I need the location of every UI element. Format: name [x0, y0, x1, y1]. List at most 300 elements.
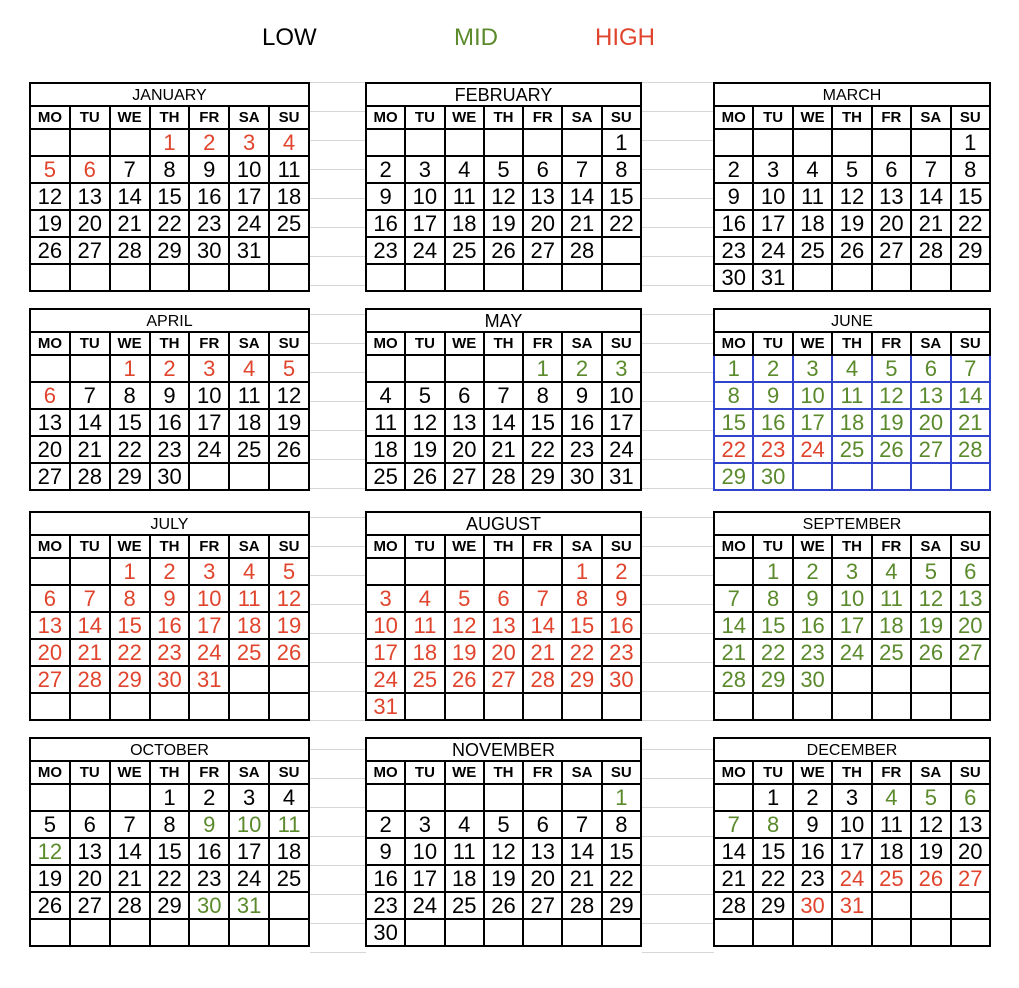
day-cell[interactable]: 27 [951, 865, 990, 892]
day-cell[interactable]: 10 [753, 183, 792, 210]
day-cell[interactable]: 27 [872, 237, 911, 264]
day-cell[interactable]: 7 [110, 811, 150, 838]
day-cell[interactable]: 16 [714, 210, 753, 237]
day-cell[interactable]: 30 [150, 463, 190, 490]
day-cell[interactable]: 26 [911, 639, 950, 666]
day-cell[interactable]: 26 [269, 436, 309, 463]
day-cell[interactable]: 29 [602, 892, 641, 919]
day-cell[interactable]: 26 [30, 237, 70, 264]
day-cell[interactable]: 21 [523, 639, 562, 666]
day-cell[interactable]: 6 [70, 811, 110, 838]
day-cell[interactable]: 25 [366, 463, 405, 490]
day-cell[interactable]: 14 [70, 409, 110, 436]
day-cell[interactable]: 27 [30, 463, 70, 490]
day-cell[interactable]: 7 [70, 585, 110, 612]
day-cell[interactable]: 4 [229, 355, 269, 382]
day-cell[interactable]: 23 [714, 237, 753, 264]
day-cell[interactable]: 1 [753, 784, 792, 811]
day-cell[interactable]: 30 [793, 666, 832, 693]
day-cell[interactable]: 1 [602, 784, 641, 811]
day-cell[interactable]: 19 [405, 436, 444, 463]
day-cell[interactable]: 17 [229, 183, 269, 210]
day-cell[interactable]: 2 [793, 784, 832, 811]
day-cell[interactable]: 1 [150, 784, 190, 811]
day-cell[interactable]: 4 [269, 784, 309, 811]
day-cell[interactable]: 25 [269, 865, 309, 892]
day-cell[interactable]: 14 [70, 612, 110, 639]
day-cell[interactable]: 7 [484, 382, 523, 409]
day-cell[interactable]: 5 [484, 811, 523, 838]
day-cell[interactable]: 16 [793, 612, 832, 639]
day-cell[interactable]: 18 [872, 838, 911, 865]
day-cell[interactable]: 6 [872, 156, 911, 183]
day-cell[interactable]: 24 [189, 639, 229, 666]
day-cell[interactable]: 30 [602, 666, 641, 693]
day-cell[interactable]: 14 [110, 183, 150, 210]
day-cell[interactable]: 6 [445, 382, 484, 409]
day-cell[interactable]: 12 [484, 838, 523, 865]
day-cell[interactable]: 13 [911, 382, 950, 409]
day-cell[interactable]: 24 [753, 237, 792, 264]
day-cell[interactable]: 11 [229, 585, 269, 612]
day-cell[interactable]: 18 [445, 865, 484, 892]
day-cell[interactable]: 20 [445, 436, 484, 463]
day-cell[interactable]: 20 [30, 639, 70, 666]
day-cell[interactable]: 4 [793, 156, 832, 183]
day-cell[interactable]: 12 [269, 382, 309, 409]
day-cell[interactable]: 12 [911, 811, 950, 838]
day-cell[interactable]: 19 [269, 409, 309, 436]
day-cell[interactable]: 19 [872, 409, 911, 436]
day-cell[interactable]: 11 [445, 838, 484, 865]
day-cell[interactable]: 5 [832, 156, 871, 183]
day-cell[interactable]: 3 [832, 784, 871, 811]
day-cell[interactable]: 1 [602, 129, 641, 156]
day-cell[interactable]: 4 [832, 355, 871, 382]
day-cell[interactable]: 14 [484, 409, 523, 436]
day-cell[interactable]: 24 [229, 210, 269, 237]
day-cell[interactable]: 10 [793, 382, 832, 409]
day-cell[interactable]: 13 [70, 838, 110, 865]
day-cell[interactable]: 24 [832, 865, 871, 892]
day-cell[interactable]: 10 [189, 382, 229, 409]
day-cell[interactable]: 26 [445, 666, 484, 693]
day-cell[interactable]: 17 [189, 612, 229, 639]
day-cell[interactable]: 28 [70, 463, 110, 490]
day-cell[interactable]: 8 [110, 585, 150, 612]
day-cell[interactable]: 14 [714, 612, 753, 639]
day-cell[interactable]: 16 [189, 183, 229, 210]
day-cell[interactable]: 18 [405, 639, 444, 666]
day-cell[interactable]: 28 [484, 463, 523, 490]
day-cell[interactable]: 18 [269, 183, 309, 210]
day-cell[interactable]: 29 [951, 237, 990, 264]
day-cell[interactable]: 5 [269, 558, 309, 585]
day-cell[interactable]: 14 [951, 382, 990, 409]
day-cell[interactable]: 11 [269, 156, 309, 183]
day-cell[interactable]: 25 [872, 865, 911, 892]
day-cell[interactable]: 30 [714, 264, 753, 291]
day-cell[interactable]: 12 [832, 183, 871, 210]
day-cell[interactable]: 25 [405, 666, 444, 693]
day-cell[interactable]: 11 [872, 811, 911, 838]
day-cell[interactable]: 18 [793, 210, 832, 237]
day-cell[interactable]: 19 [484, 865, 523, 892]
day-cell[interactable]: 7 [562, 156, 601, 183]
day-cell[interactable]: 2 [366, 156, 405, 183]
day-cell[interactable]: 3 [229, 129, 269, 156]
day-cell[interactable]: 28 [523, 666, 562, 693]
day-cell[interactable]: 26 [872, 436, 911, 463]
day-cell[interactable]: 30 [150, 666, 190, 693]
day-cell[interactable]: 16 [602, 612, 641, 639]
day-cell[interactable]: 9 [189, 156, 229, 183]
day-cell[interactable]: 2 [602, 558, 641, 585]
day-cell[interactable]: 13 [951, 585, 990, 612]
day-cell[interactable]: 29 [753, 666, 792, 693]
day-cell[interactable]: 28 [70, 666, 110, 693]
day-cell[interactable]: 16 [366, 865, 405, 892]
day-cell[interactable]: 14 [714, 838, 753, 865]
day-cell[interactable]: 9 [753, 382, 792, 409]
day-cell[interactable]: 11 [366, 409, 405, 436]
day-cell[interactable]: 2 [189, 129, 229, 156]
day-cell[interactable]: 23 [150, 639, 190, 666]
day-cell[interactable]: 1 [150, 129, 190, 156]
day-cell[interactable]: 19 [832, 210, 871, 237]
day-cell[interactable]: 17 [366, 639, 405, 666]
day-cell[interactable]: 13 [445, 409, 484, 436]
day-cell[interactable]: 27 [30, 666, 70, 693]
day-cell[interactable]: 15 [602, 838, 641, 865]
day-cell[interactable]: 14 [562, 838, 601, 865]
day-cell[interactable]: 10 [405, 183, 444, 210]
day-cell[interactable]: 15 [714, 409, 753, 436]
day-cell[interactable]: 1 [523, 355, 562, 382]
day-cell[interactable]: 24 [366, 666, 405, 693]
day-cell[interactable]: 5 [911, 558, 950, 585]
day-cell[interactable]: 15 [753, 838, 792, 865]
day-cell[interactable]: 3 [405, 811, 444, 838]
day-cell[interactable]: 28 [562, 892, 601, 919]
day-cell[interactable]: 23 [602, 639, 641, 666]
day-cell[interactable]: 7 [911, 156, 950, 183]
day-cell[interactable]: 5 [269, 355, 309, 382]
day-cell[interactable]: 14 [523, 612, 562, 639]
day-cell[interactable]: 8 [602, 156, 641, 183]
day-cell[interactable]: 17 [602, 409, 641, 436]
day-cell[interactable]: 21 [951, 409, 990, 436]
day-cell[interactable]: 25 [269, 210, 309, 237]
day-cell[interactable]: 6 [523, 156, 562, 183]
day-cell[interactable]: 6 [951, 558, 990, 585]
day-cell[interactable]: 29 [523, 463, 562, 490]
day-cell[interactable]: 3 [189, 355, 229, 382]
day-cell[interactable]: 24 [229, 865, 269, 892]
day-cell[interactable]: 23 [189, 865, 229, 892]
day-cell[interactable]: 29 [753, 892, 792, 919]
day-cell[interactable]: 11 [872, 585, 911, 612]
day-cell[interactable]: 18 [832, 409, 871, 436]
day-cell[interactable]: 23 [793, 865, 832, 892]
day-cell[interactable]: 23 [366, 237, 405, 264]
day-cell[interactable]: 12 [269, 585, 309, 612]
day-cell[interactable]: 22 [714, 436, 753, 463]
day-cell[interactable]: 22 [602, 865, 641, 892]
day-cell[interactable]: 20 [523, 865, 562, 892]
day-cell[interactable]: 4 [366, 382, 405, 409]
day-cell[interactable]: 15 [602, 183, 641, 210]
day-cell[interactable]: 8 [753, 585, 792, 612]
day-cell[interactable]: 28 [110, 892, 150, 919]
day-cell[interactable]: 8 [523, 382, 562, 409]
day-cell[interactable]: 17 [229, 838, 269, 865]
day-cell[interactable]: 8 [714, 382, 753, 409]
day-cell[interactable]: 2 [714, 156, 753, 183]
day-cell[interactable]: 30 [562, 463, 601, 490]
day-cell[interactable]: 26 [269, 639, 309, 666]
day-cell[interactable]: 19 [269, 612, 309, 639]
day-cell[interactable]: 15 [562, 612, 601, 639]
day-cell[interactable]: 2 [366, 811, 405, 838]
day-cell[interactable]: 27 [911, 436, 950, 463]
day-cell[interactable]: 18 [366, 436, 405, 463]
day-cell[interactable]: 22 [110, 436, 150, 463]
day-cell[interactable]: 13 [523, 838, 562, 865]
day-cell[interactable]: 4 [872, 558, 911, 585]
day-cell[interactable]: 20 [872, 210, 911, 237]
day-cell[interactable]: 12 [30, 183, 70, 210]
day-cell[interactable]: 6 [911, 355, 950, 382]
day-cell[interactable]: 22 [753, 865, 792, 892]
day-cell[interactable]: 24 [405, 237, 444, 264]
day-cell[interactable]: 12 [484, 183, 523, 210]
day-cell[interactable]: 28 [951, 436, 990, 463]
day-cell[interactable]: 10 [405, 838, 444, 865]
day-cell[interactable]: 25 [793, 237, 832, 264]
day-cell[interactable]: 14 [562, 183, 601, 210]
day-cell[interactable]: 31 [189, 666, 229, 693]
day-cell[interactable]: 22 [562, 639, 601, 666]
day-cell[interactable]: 24 [189, 436, 229, 463]
day-cell[interactable]: 31 [229, 237, 269, 264]
day-cell[interactable]: 13 [951, 811, 990, 838]
day-cell[interactable]: 27 [523, 892, 562, 919]
day-cell[interactable]: 14 [110, 838, 150, 865]
day-cell[interactable]: 28 [714, 666, 753, 693]
day-cell[interactable]: 17 [189, 409, 229, 436]
day-cell[interactable]: 21 [70, 436, 110, 463]
day-cell[interactable]: 8 [150, 811, 190, 838]
day-cell[interactable]: 8 [951, 156, 990, 183]
day-cell[interactable]: 24 [405, 892, 444, 919]
day-cell[interactable]: 9 [189, 811, 229, 838]
day-cell[interactable]: 26 [30, 892, 70, 919]
day-cell[interactable]: 7 [951, 355, 990, 382]
day-cell[interactable]: 5 [911, 784, 950, 811]
day-cell[interactable]: 22 [150, 865, 190, 892]
day-cell[interactable]: 29 [110, 463, 150, 490]
day-cell[interactable]: 2 [150, 355, 190, 382]
day-cell[interactable]: 16 [366, 210, 405, 237]
day-cell[interactable]: 15 [150, 183, 190, 210]
day-cell[interactable]: 16 [753, 409, 792, 436]
day-cell[interactable]: 20 [951, 612, 990, 639]
day-cell[interactable]: 17 [832, 838, 871, 865]
day-cell[interactable]: 7 [523, 585, 562, 612]
day-cell[interactable]: 9 [793, 811, 832, 838]
day-cell[interactable]: 6 [523, 811, 562, 838]
day-cell[interactable]: 2 [753, 355, 792, 382]
day-cell[interactable]: 5 [30, 156, 70, 183]
day-cell[interactable]: 3 [405, 156, 444, 183]
day-cell[interactable]: 29 [150, 237, 190, 264]
day-cell[interactable]: 4 [445, 156, 484, 183]
day-cell[interactable]: 13 [523, 183, 562, 210]
day-cell[interactable]: 16 [562, 409, 601, 436]
day-cell[interactable]: 24 [832, 639, 871, 666]
day-cell[interactable]: 26 [911, 865, 950, 892]
day-cell[interactable]: 28 [911, 237, 950, 264]
day-cell[interactable]: 16 [150, 409, 190, 436]
day-cell[interactable]: 2 [150, 558, 190, 585]
day-cell[interactable]: 5 [30, 811, 70, 838]
day-cell[interactable]: 13 [30, 612, 70, 639]
day-cell[interactable]: 25 [445, 237, 484, 264]
day-cell[interactable]: 21 [562, 210, 601, 237]
day-cell[interactable]: 20 [70, 865, 110, 892]
day-cell[interactable]: 10 [229, 156, 269, 183]
day-cell[interactable]: 4 [405, 585, 444, 612]
day-cell[interactable]: 27 [70, 892, 110, 919]
day-cell[interactable]: 18 [445, 210, 484, 237]
day-cell[interactable]: 22 [951, 210, 990, 237]
day-cell[interactable]: 7 [714, 811, 753, 838]
day-cell[interactable]: 27 [445, 463, 484, 490]
day-cell[interactable]: 23 [793, 639, 832, 666]
day-cell[interactable]: 17 [793, 409, 832, 436]
day-cell[interactable]: 3 [832, 558, 871, 585]
day-cell[interactable]: 13 [872, 183, 911, 210]
day-cell[interactable]: 23 [753, 436, 792, 463]
day-cell[interactable]: 29 [562, 666, 601, 693]
day-cell[interactable]: 2 [562, 355, 601, 382]
day-cell[interactable]: 3 [753, 156, 792, 183]
day-cell[interactable]: 10 [602, 382, 641, 409]
day-cell[interactable]: 9 [150, 585, 190, 612]
day-cell[interactable]: 19 [445, 639, 484, 666]
day-cell[interactable]: 13 [30, 409, 70, 436]
day-cell[interactable]: 20 [70, 210, 110, 237]
day-cell[interactable]: 22 [753, 639, 792, 666]
day-cell[interactable]: 8 [562, 585, 601, 612]
day-cell[interactable]: 15 [951, 183, 990, 210]
day-cell[interactable]: 4 [269, 129, 309, 156]
day-cell[interactable]: 8 [110, 382, 150, 409]
day-cell[interactable]: 25 [872, 639, 911, 666]
day-cell[interactable]: 25 [445, 892, 484, 919]
day-cell[interactable]: 12 [445, 612, 484, 639]
day-cell[interactable]: 9 [366, 838, 405, 865]
day-cell[interactable]: 17 [832, 612, 871, 639]
day-cell[interactable]: 17 [753, 210, 792, 237]
day-cell[interactable]: 13 [484, 612, 523, 639]
day-cell[interactable]: 7 [714, 585, 753, 612]
day-cell[interactable]: 17 [405, 210, 444, 237]
day-cell[interactable]: 26 [832, 237, 871, 264]
day-cell[interactable]: 31 [229, 892, 269, 919]
day-cell[interactable]: 7 [562, 811, 601, 838]
day-cell[interactable]: 5 [484, 156, 523, 183]
day-cell[interactable]: 31 [366, 693, 405, 720]
day-cell[interactable]: 10 [229, 811, 269, 838]
day-cell[interactable]: 20 [30, 436, 70, 463]
day-cell[interactable]: 11 [269, 811, 309, 838]
day-cell[interactable]: 26 [484, 892, 523, 919]
day-cell[interactable]: 8 [602, 811, 641, 838]
day-cell[interactable]: 24 [793, 436, 832, 463]
day-cell[interactable]: 10 [832, 811, 871, 838]
day-cell[interactable]: 21 [562, 865, 601, 892]
day-cell[interactable]: 31 [602, 463, 641, 490]
day-cell[interactable]: 28 [110, 237, 150, 264]
day-cell[interactable]: 1 [714, 355, 753, 382]
day-cell[interactable]: 1 [110, 558, 150, 585]
day-cell[interactable]: 23 [150, 436, 190, 463]
day-cell[interactable]: 1 [562, 558, 601, 585]
day-cell[interactable]: 11 [445, 183, 484, 210]
day-cell[interactable]: 7 [110, 156, 150, 183]
day-cell[interactable]: 14 [911, 183, 950, 210]
day-cell[interactable]: 9 [150, 382, 190, 409]
day-cell[interactable]: 1 [753, 558, 792, 585]
day-cell[interactable]: 6 [484, 585, 523, 612]
day-cell[interactable]: 13 [70, 183, 110, 210]
day-cell[interactable]: 11 [405, 612, 444, 639]
day-cell[interactable]: 1 [110, 355, 150, 382]
day-cell[interactable]: 6 [30, 585, 70, 612]
day-cell[interactable]: 18 [872, 612, 911, 639]
day-cell[interactable]: 7 [70, 382, 110, 409]
day-cell[interactable]: 31 [753, 264, 792, 291]
day-cell[interactable]: 8 [150, 156, 190, 183]
day-cell[interactable]: 26 [405, 463, 444, 490]
day-cell[interactable]: 21 [70, 639, 110, 666]
day-cell[interactable]: 8 [753, 811, 792, 838]
day-cell[interactable]: 30 [793, 892, 832, 919]
day-cell[interactable]: 19 [911, 838, 950, 865]
day-cell[interactable]: 23 [562, 436, 601, 463]
day-cell[interactable]: 28 [714, 892, 753, 919]
day-cell[interactable]: 11 [793, 183, 832, 210]
day-cell[interactable]: 4 [872, 784, 911, 811]
day-cell[interactable]: 12 [30, 838, 70, 865]
day-cell[interactable]: 2 [189, 784, 229, 811]
day-cell[interactable]: 22 [523, 436, 562, 463]
day-cell[interactable]: 21 [911, 210, 950, 237]
day-cell[interactable]: 25 [229, 436, 269, 463]
day-cell[interactable]: 29 [110, 666, 150, 693]
day-cell[interactable]: 21 [110, 865, 150, 892]
day-cell[interactable]: 29 [150, 892, 190, 919]
day-cell[interactable]: 21 [110, 210, 150, 237]
day-cell[interactable]: 27 [70, 237, 110, 264]
day-cell[interactable]: 15 [150, 838, 190, 865]
day-cell[interactable]: 3 [793, 355, 832, 382]
day-cell[interactable]: 30 [189, 892, 229, 919]
day-cell[interactable]: 17 [405, 865, 444, 892]
day-cell[interactable]: 19 [30, 210, 70, 237]
